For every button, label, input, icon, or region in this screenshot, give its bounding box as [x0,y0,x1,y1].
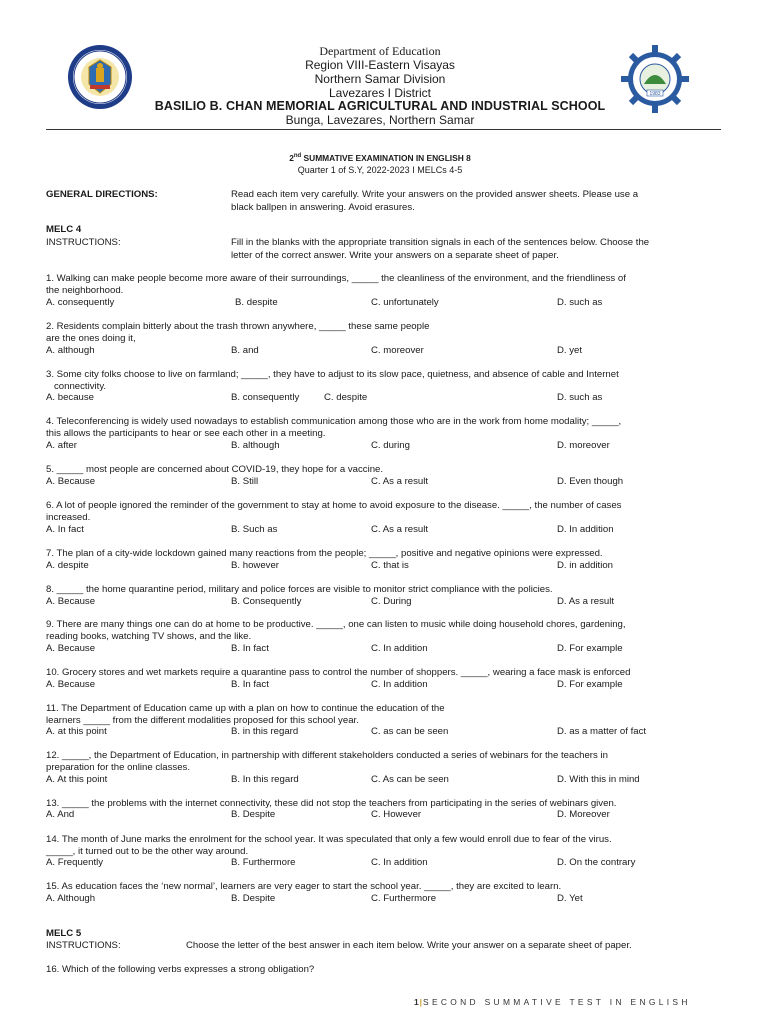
school-seal-logo [620,44,690,114]
question-5-option-c: C. As a result [371,476,429,487]
question-14-option-b: B. Furthermore [231,857,296,868]
question-4-option-c: C. during [371,440,410,451]
question-9-stem [46,619,726,642]
question-line: 7. The plan of a city-wide lockdown gained many reactions from the people; _____, positive and negative opinions were expressed. [46,548,603,559]
header-region: Region VIII-Eastern Visayas [305,58,455,72]
question-11-option-d: D. as a matter of fact [557,726,647,737]
question-3-option-a: A. because [46,392,95,403]
question-line: the neighborhood. [46,284,124,296]
question-5-option-d: D. Even though [557,476,624,487]
question-8-option-a: A. Because [46,596,96,607]
question-1-option-c: C. unfortunately [371,297,439,308]
question-9-option-a: A. Because [46,643,96,654]
question-5-stem [46,464,726,476]
melc5-instructions-text: Choose the letter of the best answer in each item below. Write your answer on a separate sheet of paper. [186,940,632,951]
question-4-option-b: B. although [231,440,280,451]
question-10-option-c: C. In addition [371,679,428,690]
question-13-stem [46,798,726,810]
question-line: 10. Grocery stores and wet markets require a quarantine pass to control the number of shoppers. _____, wearing a face mask is enforced [46,667,631,678]
question-2-option-c: C. moreover [371,345,424,356]
melc4-instructions-label: INSTRUCTIONS: [46,237,121,248]
question-4-option-d: D. moreover [557,440,610,451]
question-10-option-a: A. Because [46,679,96,690]
question-10-stem [46,667,726,679]
melc4-instructions-line: Fill in the blanks with the appropriate transition signals in each of the sentences below. Choose the [231,237,650,248]
question-3-option-d: D. such as [557,392,603,403]
question-12-option-d: D. With this in mind [557,774,640,785]
question-8-stem [46,584,726,596]
melc4-instructions-line: letter of the correct answer. Write your answers on a separate sheet of paper. [231,249,559,261]
question-9-option-c: C. In addition [371,643,428,654]
question-15-option-a: A. Although [46,893,96,904]
question-3-option-b: B. consequently [231,392,300,403]
question-2-option-d: D. yet [557,345,583,356]
question-line: 12. _____, the Department of Education, in partnership with different stakeholders conducted a series of webinars for the teachers in [46,750,608,761]
question-16-stem: 16. Which of the following verbs expresses a strong obligation? [46,964,315,975]
question-9-option-b: B. In fact [231,643,269,654]
question-line: 2. Residents complain bitterly about the trash thrown anywhere, _____ these same people [46,321,430,332]
question-11-option-b: B. in this regard [231,726,299,737]
question-6-option-a: A. In fact [46,524,84,535]
question-3-option-c: C. despite [324,392,368,403]
school-name: BASILIO B. CHAN MEMORIAL AGRICULTURAL AND INDUSTRIAL SCHOOL [154,99,606,113]
question-1-option-a: A. consequently [46,297,115,308]
question-8-option-b: B. Consequently [231,596,302,607]
exam-title-ordinal-suffix: nd [293,153,302,160]
question-2-option-a: A. although [46,345,95,356]
question-12-option-b: B. In this regard [231,774,299,785]
question-7-option-b: B. however [231,560,279,571]
exam-subtitle: Quarter 1 of S.Y, 2022-2023 I MELCs 4-5 [297,165,463,175]
question-15-stem [46,881,726,893]
exam-title [150,153,610,163]
question-10-option-d: D. For example [557,679,623,690]
question-2-stem [46,321,726,344]
exam-title-ordinal: 2 [289,153,294,163]
question-line: 8. _____ the home quarantine period, military and police forces are visible to monitor strict compliance with the policies. [46,584,553,595]
question-7-stem [46,548,726,560]
question-14-option-a: A. Frequently [46,857,104,868]
deped-seal-logo [67,44,133,110]
question-1-stem [46,273,726,296]
question-11-option-a: A. at this point [46,726,107,737]
question-line: preparation for the online classes. [46,761,190,773]
question-line: 1. Walking can make people become more aware of their surroundings, _____ the cleanliness of the environment, and the friendliness of [46,273,626,284]
question-11-option-c: C. as can be seen [371,726,449,737]
seal-year-text: 1983 [649,91,661,97]
melc4-heading: MELC 4 [46,224,82,235]
question-line: are the ones doing it, [46,332,136,344]
question-line: 9. There are many things one can do at home to be productive. _____, one can listen to music while doing household chores, gardening, [46,619,626,630]
question-11-stem [46,703,726,726]
question-15-option-d: D. Yet [557,893,583,904]
question-13-option-a: A. And [46,809,75,820]
question-line: 14. The month of June marks the enrolment for the school year. It was speculated that only a few would enroll due to fear of the virus. [46,834,612,845]
question-line: learners _____ from the different modalities proposed for this school year. [46,714,359,726]
question-line: _____, it turned out to be the other way around. [46,845,249,857]
general-directions-line: Read each item very carefully. Write your answers on the provided answer sheets. Please use a [231,189,639,200]
footer-title: SECOND SUMMATIVE TEST IN ENGLISH [423,997,691,1007]
general-directions-text [231,189,638,214]
question-6-stem [46,500,726,523]
question-line: 4. Teleconferencing is widely used nowadays to establish communication among those who are in the work from home modality; _____, [46,416,622,427]
question-12-option-c: C. As can be seen [371,774,449,785]
question-13-option-b: B. Despite [231,809,276,820]
question-line: this allows the participants to hear or see each other in a meeting. [46,427,326,439]
question-14-option-c: C. In addition [371,857,428,868]
general-directions-line: black ballpen in answering. Avoid erasures. [231,201,415,213]
question-line: 3. Some city folks choose to live on farmland; _____, they have to adjust to its slow pace, quietness, and absence of cable and Internet [46,369,619,380]
melc4-instructions-text [231,237,649,262]
question-14-option-d: D. On the contrary [557,857,636,868]
question-13-option-c: C. However [371,809,422,820]
question-line: 6. A lot of people ignored the reminder of the government to stay at home to avoid exposure to the disease. _____, the number of cases [46,500,622,511]
page-number: 1 [414,997,420,1007]
melc5-heading: MELC 5 [46,928,82,939]
exam-title-main: SUMMATIVE EXAMINATION IN ENGLISH 8 [301,153,471,163]
question-13-option-d: D. Moreover [557,809,610,820]
question-8-option-d: D. As a result [557,596,615,607]
question-10-option-b: B. In fact [231,679,269,690]
question-4-option-a: A. after [46,440,77,451]
question-2-option-b: B. and [231,345,259,356]
question-7-option-d: D. in addition [557,560,613,571]
question-4-stem [46,416,726,439]
melc5-instructions-label: INSTRUCTIONS: [46,940,121,951]
question-6-option-d: D. In addition [557,524,614,535]
question-line: reading books, watching TV shows, and the like. [46,630,252,642]
question-3-stem [46,369,726,392]
question-line: 13. _____ the problems with the internet connectivity, these did not stop the teachers from participating in the series of webinars given. [46,798,617,809]
question-14-stem [46,834,726,857]
footer-separator: | [419,997,424,1007]
question-5-option-a: A. Because [46,476,96,487]
question-line: 11. The Department of Education came up with a plan on how to continue the education of the [46,703,445,714]
school-address: Bunga, Lavezares, Northern Samar [285,113,475,127]
question-7-option-a: A. despite [46,560,89,571]
header-department: Department of Education [319,44,441,58]
question-15-option-c: C. Furthermore [371,893,437,904]
question-6-option-b: B. Such as [231,524,278,535]
page-footer [414,997,691,1007]
question-7-option-c: C. that is [371,560,409,571]
question-line: increased. [46,511,91,523]
question-12-stem [46,750,726,773]
question-1-option-b: B. despite [235,297,278,308]
question-15-option-b: B. Despite [231,893,276,904]
question-12-option-a: A. At this point [46,774,108,785]
question-line: 15. As education faces the ‘new normal’, learners are very eager to start the school year. _____, they are excited to learn. [46,881,562,892]
question-1-option-d: D. such as [557,297,603,308]
question-9-option-d: D. For example [557,643,623,654]
question-line: 5. _____ most people are concerned about COVID-19, they hope for a vaccine. [46,464,384,475]
header-district: Lavezares I District [328,86,432,100]
header-division: Northern Samar Division [314,72,446,86]
question-5-option-b: B. Still [231,476,259,487]
question-6-option-c: C. As a result [371,524,429,535]
question-8-option-c: C. During [371,596,412,607]
general-directions-label: GENERAL DIRECTIONS: [46,189,158,200]
header-divider [46,129,721,130]
question-line: connectivity. [46,380,107,392]
